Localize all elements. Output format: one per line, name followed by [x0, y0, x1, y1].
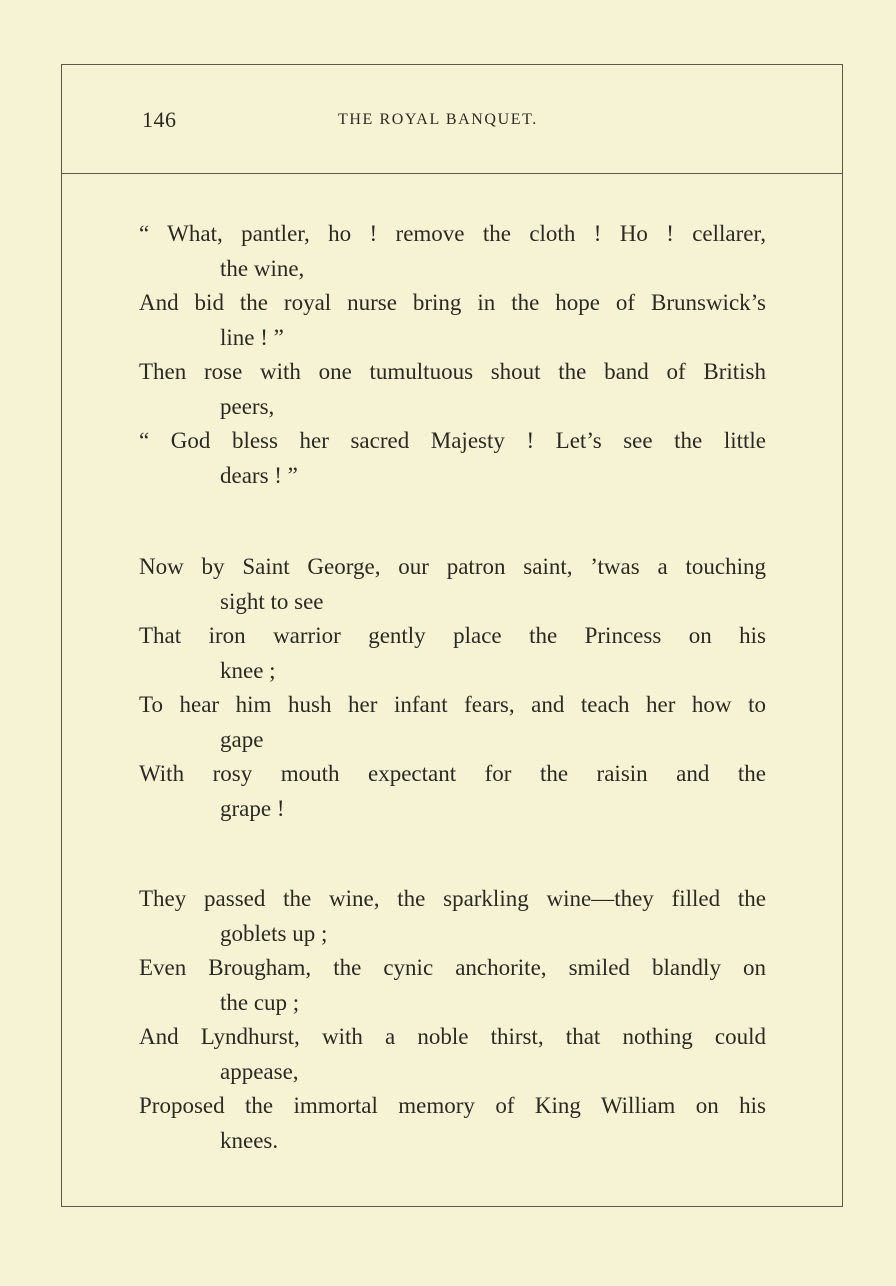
verse-turnover: knee ;	[220, 657, 276, 683]
verse-line: They passed the wine, the sparkling wine—they filled the	[139, 886, 766, 911]
verse-line: To hear him hush her infant fears, and teach her how to	[139, 692, 766, 717]
stanza-3	[139, 882, 766, 1158]
verse-line: “ God bless her sacred Majesty ! Let’s see the little	[139, 428, 766, 453]
verse-line: With rosy mouth expectant for the raisin and the	[139, 761, 766, 786]
verse-line: Proposed the immortal memory of King William on his	[139, 1093, 766, 1118]
stanza-1	[139, 217, 766, 493]
header-rule	[61, 173, 843, 174]
verse-line: Even Brougham, the cynic anchorite, smiled blandly on	[139, 955, 766, 980]
verse-line: And bid the royal nurse bring in the hope of Brunswick’s	[139, 290, 766, 315]
verse-line: “ What, pantler, ho ! remove the cloth ! Ho ! cellarer,	[139, 221, 766, 246]
verse-line: Now by Saint George, our patron saint, ’twas a touching	[139, 554, 766, 579]
verse-turnover: dears ! ”	[220, 462, 298, 488]
verse-line: Then rose with one tumultuous shout the band of British	[139, 359, 766, 384]
verse-turnover: grape !	[220, 795, 285, 821]
verse-turnover: gape	[220, 726, 264, 752]
running-title: THE ROYAL BANQUET.	[338, 111, 538, 128]
verse-turnover: sight to see	[220, 588, 324, 614]
verse-turnover: the cup ;	[220, 989, 300, 1015]
verse-line: And Lyndhurst, with a noble thirst, that nothing could	[139, 1024, 766, 1049]
verse-line: That iron warrior gently place the Princess on his	[139, 623, 766, 648]
verse-turnover: goblets up ;	[220, 920, 328, 946]
verse-turnover: knees.	[220, 1127, 279, 1153]
verse-turnover: line ! ”	[220, 324, 284, 350]
verse-turnover: peers,	[220, 393, 275, 419]
page-number: 146	[142, 107, 177, 132]
verse-turnover: the wine,	[220, 255, 305, 281]
stanza-2	[139, 550, 766, 826]
verse-turnover: appease,	[220, 1058, 299, 1084]
